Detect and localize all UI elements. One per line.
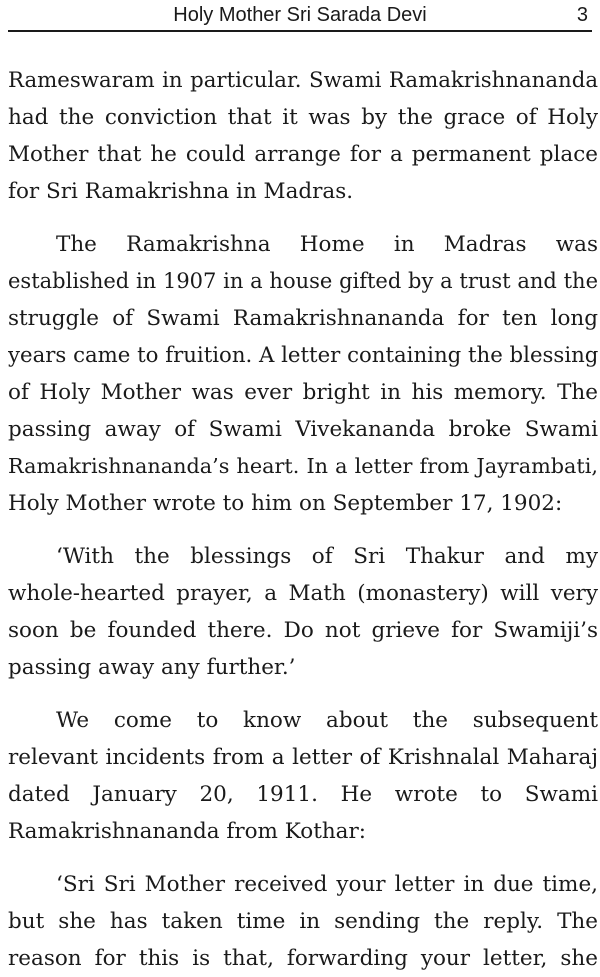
- text-line: for Sri Ramakrishna in Madras.: [8, 179, 354, 204]
- text-line: passing away any further.’: [8, 655, 296, 680]
- text-line: Holy Mother wrote to him on September 17, 1902:: [8, 491, 563, 516]
- page-number: 3: [576, 4, 588, 26]
- text-line: years came to fruition. A letter containing the blessing: [8, 343, 598, 368]
- text-line: of Holy Mother was ever bright in his memory. The: [8, 380, 598, 405]
- text-line: ‘Sri Sri Mother received your letter in due time,: [56, 872, 598, 897]
- paragraph: [8, 702, 598, 850]
- text-line: dated January 20, 1911. He wrote to Swami: [8, 782, 598, 807]
- text-line: Rameswaram in particular. Swami Ramakrishnananda: [8, 68, 598, 93]
- text-line: Ramakrishnananda’s heart. In a letter from Jayrambati,: [8, 454, 598, 478]
- body-text: [8, 62, 598, 977]
- text-line: The Ramakrishna Home in Madras was: [56, 232, 598, 257]
- text-line: whole-hearted prayer, a Math (monastery) will very: [8, 581, 598, 606]
- text-line: We come to know about the subsequent: [56, 708, 598, 733]
- text-line: struggle of Swami Ramakrishnananda for ten long: [8, 306, 598, 331]
- text-line: relevant incidents from a letter of Krishnalal Maharaj: [8, 745, 598, 770]
- text-line: reason for this is that, forwarding your letter, she: [8, 946, 598, 971]
- paragraph: [8, 226, 598, 522]
- text-line: Mother that he could arrange for a permanent place: [8, 142, 598, 167]
- text-line: Ramakrishnananda from Kothar:: [8, 819, 367, 844]
- paragraph: [8, 538, 598, 686]
- running-head: [8, 0, 592, 32]
- paragraph: [8, 62, 598, 210]
- text-line: ‘With the blessings of Sri Thakur and my: [56, 544, 598, 569]
- text-line: established in 1907 in a house gifted by a trust and the: [8, 269, 598, 293]
- text-line: had the conviction that it was by the grace of Holy: [8, 105, 598, 130]
- text-line: soon be founded there. Do not grieve for Swamiji’s: [8, 618, 598, 643]
- text-line: but she has taken time in sending the reply. The: [8, 909, 598, 934]
- paragraph: [8, 866, 598, 977]
- text-line: passing away of Swami Vivekananda broke Swami: [8, 417, 598, 442]
- running-title: Holy Mother Sri Sarada Devi: [173, 4, 427, 26]
